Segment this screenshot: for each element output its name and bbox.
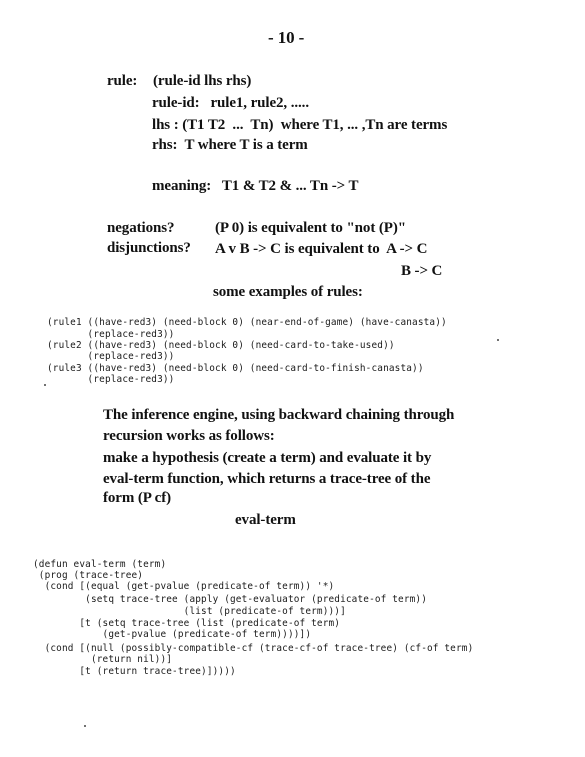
inference-paragraph-line: eval-term function, which returns a trace-tree of the [103, 471, 431, 487]
rule-label: rule: [107, 73, 138, 89]
inference-paragraph-line: make a hypothesis (create a term) and evaluate it by [103, 450, 432, 466]
example-line: (rule1 ((have-red3) (need-block 0) (near-end-of-game) (have-canasta)) [47, 317, 447, 328]
rule-id-line: rule-id: rule1, rule2, ..... [152, 95, 309, 111]
code-line: (defun eval-term (term) [33, 559, 167, 570]
code-line: (get-pvalue (predicate-of term))))]) [33, 629, 312, 640]
code-line: (list (predicate-of term)))] [33, 606, 346, 617]
inference-paragraph-line: The inference engine, using backward chaining through [103, 407, 455, 423]
negations-label: negations? [107, 220, 175, 236]
code-line: (cond [(null (possibly-compatible-cf (trace-cf-of trace-tree) (cf-of term) [33, 643, 474, 654]
eval-term-heading: eval-term [235, 512, 296, 528]
disjunctions-text-continued: B -> C [401, 263, 443, 279]
examples-heading: some examples of rules: [213, 284, 363, 300]
rule-definition: (rule-id lhs rhs) [153, 73, 252, 89]
code-line: (setq trace-tree (apply (get-evaluator (predicate-of term)) [33, 594, 428, 605]
scan-speck [84, 725, 86, 727]
scan-speck [497, 339, 499, 341]
code-line: (return nil))] [33, 654, 173, 665]
lhs-line: lhs : (T1 T2 ... Tn) where T1, ... ,Tn are terms [152, 117, 448, 133]
code-line: [t (return trace-tree)])))) [33, 666, 236, 677]
example-line: (replace-red3)) [47, 374, 175, 385]
example-line: (replace-red3)) [47, 329, 175, 340]
code-line: [t (setq trace-tree (list (predicate-of term) [33, 618, 341, 629]
negations-text: (P 0) is equivalent to "not (P)" [215, 220, 406, 236]
code-line: (prog (trace-tree) [33, 570, 144, 581]
page-number: - 10 - [268, 28, 305, 47]
disjunctions-label: disjunctions? [107, 240, 191, 256]
inference-paragraph-line: form (P cf) [103, 490, 172, 506]
inference-paragraph-line: recursion works as follows: [103, 428, 275, 444]
example-line: (replace-red3)) [47, 351, 175, 362]
example-line: (rule2 ((have-red3) (need-block 0) (need-card-to-take-used)) [47, 340, 395, 351]
rhs-line: rhs: T where T is a term [152, 137, 308, 153]
code-line: (cond [(equal (get-pvalue (predicate-of term)) '*) [33, 581, 335, 592]
example-line: (rule3 ((have-red3) (need-block 0) (need-card-to-finish-canasta)) [47, 363, 424, 374]
disjunctions-text: A v B -> C is equivalent to A -> C [215, 241, 428, 257]
scan-speck [44, 384, 46, 386]
meaning-line: meaning: T1 & T2 & ... Tn -> T [152, 178, 359, 194]
